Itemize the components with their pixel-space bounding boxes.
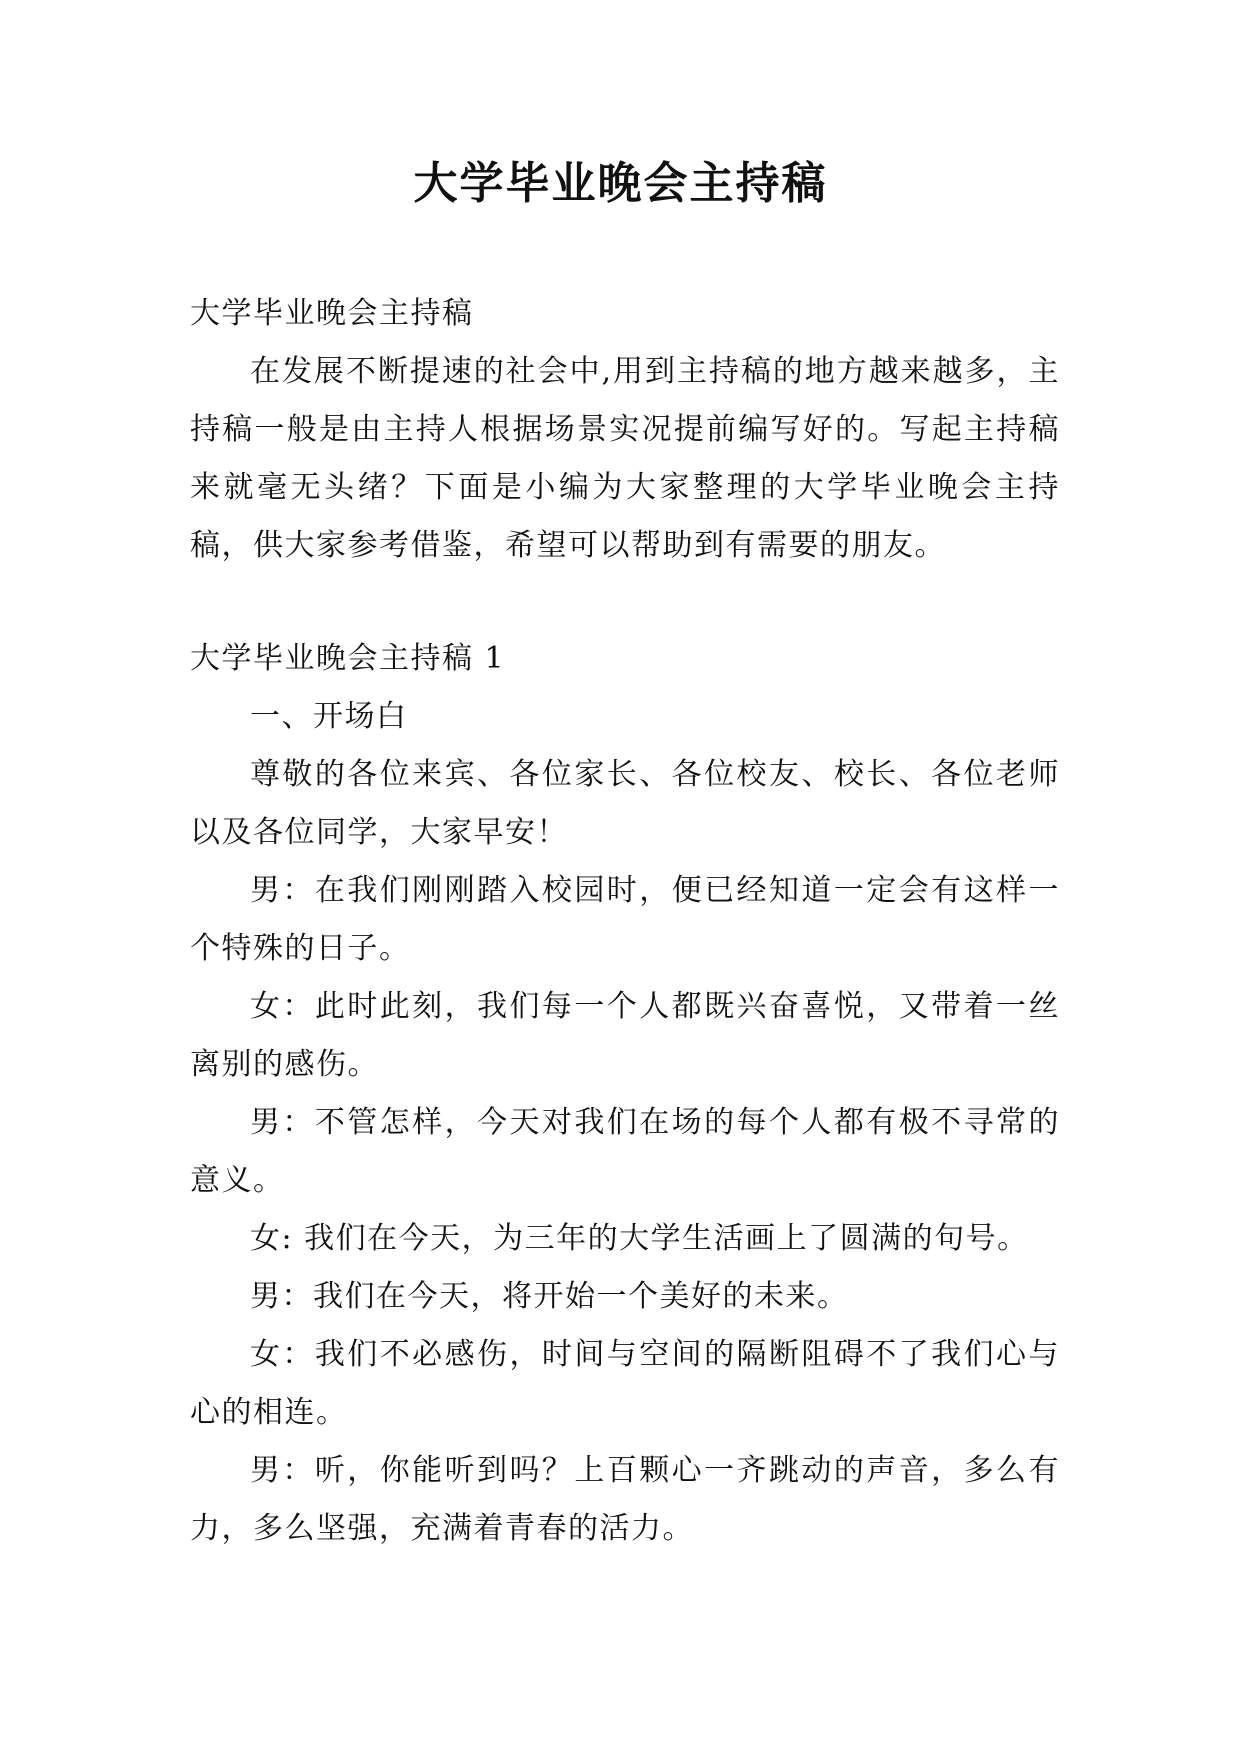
section1-subheading: 一、开场白 (250, 699, 408, 734)
paragraph: 女: 我们在今天，为三年的大学生活画上了圆满的句号。 (250, 1221, 1029, 1256)
document-body (190, 285, 1060, 1558)
document-title: 大学毕业晚会主持稿 (413, 158, 828, 209)
paragraph: 男：在我们刚刚踏入校园时，便已经知道一定会有这样一个特殊的日子。 (190, 873, 1060, 966)
section1-heading: 大学毕业晚会主持稿 1 (190, 641, 506, 676)
paragraph: 女：我们不必感伤，时间与空间的隔断阻碍不了我们心与心的相连。 (190, 1337, 1060, 1430)
intro-paragraph: 在发展不断提速的社会中,用到主持稿的地方越来越多，主持稿一般是由主持人根据场景实况提前编写好的。写起主持稿来就毫无头绪？下面是小编为大家整理的大学毕业晚会主持稿，供大家参考借鉴，希望可以帮助到有需要的朋友。 (190, 354, 1060, 563)
intro-heading: 大学毕业晚会主持稿 (190, 296, 474, 331)
paragraph: 女：此时此刻，我们每一个人都既兴奋喜悦，又带着一丝离别的感伤。 (190, 989, 1060, 1082)
section1-paragraphs (190, 746, 1060, 1558)
paragraph: 尊敬的各位来宾、各位家长、各位校友、校长、各位老师以及各位同学，大家早安！ (190, 757, 1060, 850)
paragraph: 男：不管怎样，今天对我们在场的每个人都有极不寻常的意义。 (190, 1105, 1060, 1198)
paragraph: 男：我们在今天，将开始一个美好的未来。 (250, 1279, 849, 1314)
paragraph: 男：听，你能听到吗？上百颗心一齐跳动的声音，多么有力，多么坚强，充满着青春的活力。 (190, 1453, 1060, 1546)
section-spacer (190, 575, 1060, 630)
